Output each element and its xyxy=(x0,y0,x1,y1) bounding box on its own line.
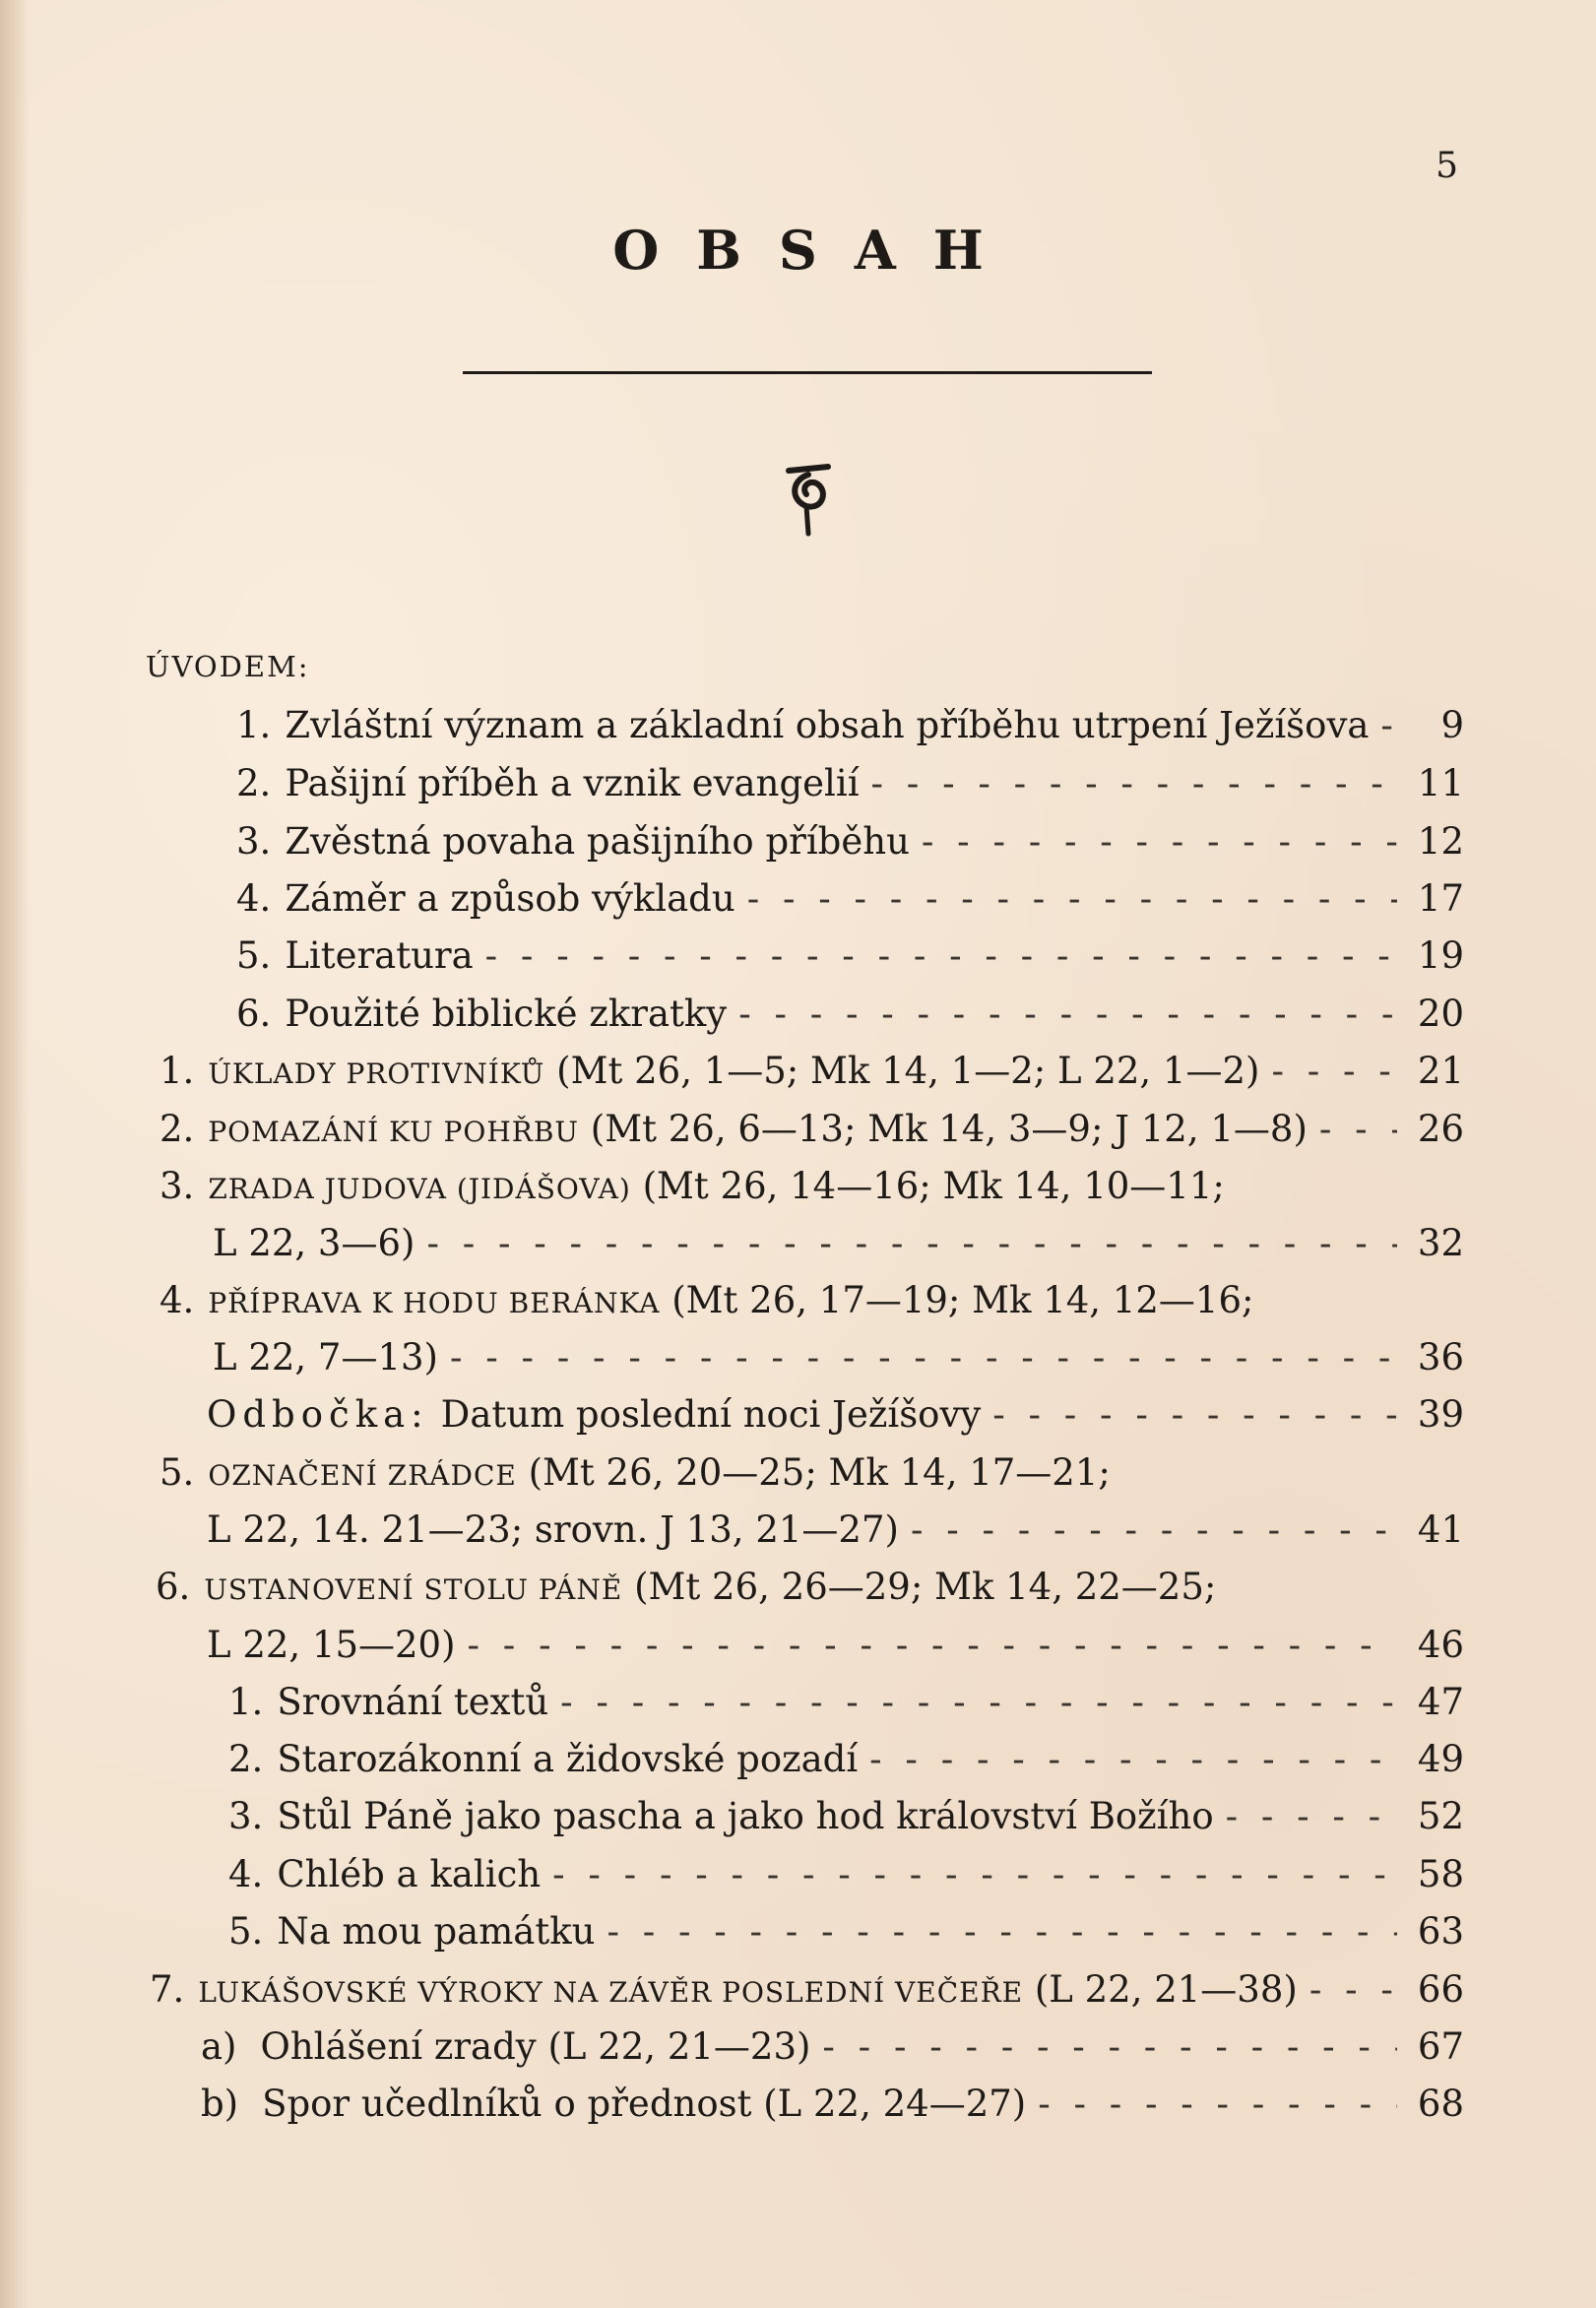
entry-text: Zvláštní význam a základní obsah příběhu utrpení Ježíšova xyxy=(285,704,1370,746)
dot-leader xyxy=(1271,1046,1397,1097)
chapter-title: LUKÁŠOVSKÉ VÝROKY NA ZÁVĚR POSLEDNÍ VEČEŘE xyxy=(198,1976,1024,2009)
entry-page: 66 xyxy=(1417,1968,1464,2011)
toc-subentry xyxy=(228,1906,1464,1957)
entry-page: 17 xyxy=(1417,877,1464,920)
toc-chapter xyxy=(160,1275,1464,1329)
entry-text: Literatura xyxy=(285,934,474,977)
entry-number: 1. xyxy=(228,1681,264,1723)
dot-leader xyxy=(552,1849,1397,1900)
entry-page: 47 xyxy=(1417,1681,1464,1723)
entry-page: 21 xyxy=(1417,1050,1464,1092)
entry-text: Záměr a způsob výkladu xyxy=(285,877,735,920)
toc-chapter xyxy=(160,1046,1464,1100)
entry-text: Zvěstná povaha pašijního příběhu xyxy=(285,820,910,863)
toc-chapter xyxy=(160,1447,1464,1502)
entry-number: 6. xyxy=(236,993,272,1035)
toc-subentry xyxy=(201,2079,1464,2130)
dot-leader xyxy=(1226,1791,1397,1842)
chapter-number: 5. xyxy=(160,1451,195,1494)
entry-page: 46 xyxy=(1417,1624,1464,1666)
chapter-refs-continued: L 22, 14. 21—23; srovn. J 13, 21—27) xyxy=(207,1508,899,1551)
chapter-number: 6. xyxy=(156,1566,191,1608)
entry-page: 63 xyxy=(1417,1910,1464,1953)
entry-letter: b) xyxy=(201,2083,239,2125)
entry-number: 4. xyxy=(236,877,272,920)
entry-text: Srovnání textů xyxy=(277,1681,549,1723)
dot-leader xyxy=(426,1218,1397,1269)
entry-page: 11 xyxy=(1417,762,1464,804)
dot-leader xyxy=(468,1620,1397,1671)
dot-leader xyxy=(911,1505,1397,1556)
entry-number: 3. xyxy=(228,1795,264,1837)
chapter-refs: (Mt 26, 26—29; Mk 14, 22—25; xyxy=(634,1566,1217,1608)
chapter-title: ZRADA JUDOVA (JIDÁŠOVA) xyxy=(208,1173,631,1205)
toc-chapter xyxy=(156,1562,1464,1616)
chapter-number: 7. xyxy=(150,1968,185,2011)
entry-number: 4. xyxy=(228,1853,264,1895)
chapter-refs: (L 22, 21—38) xyxy=(1034,1968,1298,2011)
dot-leader xyxy=(606,1906,1397,1957)
chapter-refs: (Mt 26, 20—25; Mk 14, 17—21; xyxy=(528,1451,1111,1494)
toc-subentry xyxy=(228,1677,1464,1728)
toc-subentry xyxy=(228,1734,1464,1785)
dot-leader xyxy=(1309,1964,1397,2016)
chapter-refs: (Mt 26, 17—19; Mk 14, 12—16; xyxy=(671,1279,1254,1321)
entry-page: 20 xyxy=(1417,993,1464,1035)
entry-text: Starozákonní a židovské pozadí xyxy=(277,1738,859,1780)
toc-entry xyxy=(236,700,1464,751)
entry-page: 12 xyxy=(1417,820,1464,863)
toc-entry xyxy=(236,989,1464,1040)
dot-leader xyxy=(450,1332,1397,1383)
toc-entry xyxy=(236,873,1464,925)
toc-chapter-continuation xyxy=(213,1218,1464,1269)
chapter-title: POMAZÁNÍ KU POHŘBU xyxy=(208,1116,580,1148)
toc-chapter-continuation xyxy=(207,1620,1464,1671)
intro-section-label: ÚVODEM: xyxy=(146,650,310,683)
dot-leader xyxy=(992,1389,1397,1441)
entry-page: 9 xyxy=(1440,704,1464,746)
toc-chapter xyxy=(150,1964,1464,2019)
chapter-title: USTANOVENÍ STOLU PÁNĚ xyxy=(204,1573,623,1606)
toc-subentry xyxy=(201,2021,1464,2073)
page-number: 5 xyxy=(1436,146,1458,186)
entry-page: 49 xyxy=(1417,1738,1464,1780)
entry-page: 52 xyxy=(1417,1795,1464,1837)
dot-leader xyxy=(822,2021,1397,2073)
chapter-refs: (Mt 26, 1—5; Mk 14, 1—2; L 22, 1—2) xyxy=(556,1050,1260,1092)
dot-leader xyxy=(560,1677,1397,1728)
chapter-title: ÚKLADY PROTIVNÍKŮ xyxy=(208,1058,545,1090)
dot-leader xyxy=(922,816,1397,867)
toc-chapter xyxy=(160,1104,1464,1158)
chapter-number: 4. xyxy=(160,1279,195,1321)
toc-subentry xyxy=(228,1849,1464,1900)
excursus-lead: Odbočka: xyxy=(207,1393,429,1436)
entry-number: 1. xyxy=(236,704,272,746)
entry-text: Ohlášení zrady (L 22, 21—23) xyxy=(260,2025,811,2068)
chapter-refs-continued: L 22, 7—13) xyxy=(213,1336,438,1378)
entry-page: 39 xyxy=(1417,1393,1464,1436)
page-title: OBSAH xyxy=(612,219,1021,282)
entry-text: Chléb a kalich xyxy=(277,1853,542,1895)
entry-page: 67 xyxy=(1417,2025,1464,2068)
chapter-title: OZNAČENÍ ZRÁDCE xyxy=(208,1459,517,1492)
chapter-number: 1. xyxy=(160,1050,195,1092)
toc-chapter-continuation xyxy=(207,1505,1464,1556)
toc-entry xyxy=(236,758,1464,809)
chapter-refs-continued: L 22, 15—20) xyxy=(207,1624,456,1666)
entry-letter: a) xyxy=(201,2025,237,2068)
chapter-number: 3. xyxy=(160,1165,195,1207)
toc-excursus xyxy=(207,1389,1464,1441)
dot-leader xyxy=(1038,2079,1397,2130)
entry-text: Datum poslední noci Ježíšovy xyxy=(440,1393,982,1436)
entry-text: Stůl Páně jako pascha a jako hod království Božího xyxy=(277,1795,1214,1837)
toc-subentry xyxy=(228,1791,1464,1842)
toc-entry xyxy=(236,930,1464,982)
dot-leader xyxy=(871,758,1397,809)
entry-page: 32 xyxy=(1417,1222,1464,1264)
chapter-title: PŘÍPRAVA K HODU BERÁNKA xyxy=(208,1287,661,1319)
chapter-refs: (Mt 26, 14—16; Mk 14, 10—11; xyxy=(642,1165,1225,1207)
entry-page: 68 xyxy=(1417,2083,1464,2125)
entry-page: 36 xyxy=(1417,1336,1464,1378)
chapter-refs-continued: L 22, 3—6) xyxy=(213,1222,415,1264)
entry-text: Spor učedlníků o přednost (L 22, 24—27) xyxy=(262,2083,1027,2125)
entry-number: 3. xyxy=(236,820,272,863)
dot-leader xyxy=(738,989,1397,1040)
entry-number: 5. xyxy=(236,934,272,977)
chapter-number: 2. xyxy=(160,1108,195,1150)
toc-entry xyxy=(236,816,1464,867)
dot-leader xyxy=(1380,700,1397,751)
toc-chapter xyxy=(160,1161,1464,1215)
entry-number: 2. xyxy=(228,1738,264,1780)
entry-text: Pašijní příběh a vznik evangelií xyxy=(285,762,860,804)
dot-leader xyxy=(869,1734,1397,1785)
entry-number: 5. xyxy=(228,1910,264,1953)
dot-leader xyxy=(485,930,1397,982)
entry-text: Použité biblické zkratky xyxy=(285,993,728,1035)
entry-page: 41 xyxy=(1417,1508,1464,1551)
dot-leader xyxy=(747,873,1397,925)
entry-number: 2. xyxy=(236,762,272,804)
dot-leader xyxy=(1319,1104,1397,1155)
entry-page: 26 xyxy=(1417,1108,1464,1150)
entry-page: 58 xyxy=(1417,1853,1464,1895)
toc-chapter-continuation xyxy=(213,1332,1464,1383)
entry-text: Na mou památku xyxy=(277,1910,596,1953)
chapter-refs: (Mt 26, 6—13; Mk 14, 3—9; J 12, 1—8) xyxy=(590,1108,1308,1150)
entry-page: 19 xyxy=(1417,934,1464,977)
